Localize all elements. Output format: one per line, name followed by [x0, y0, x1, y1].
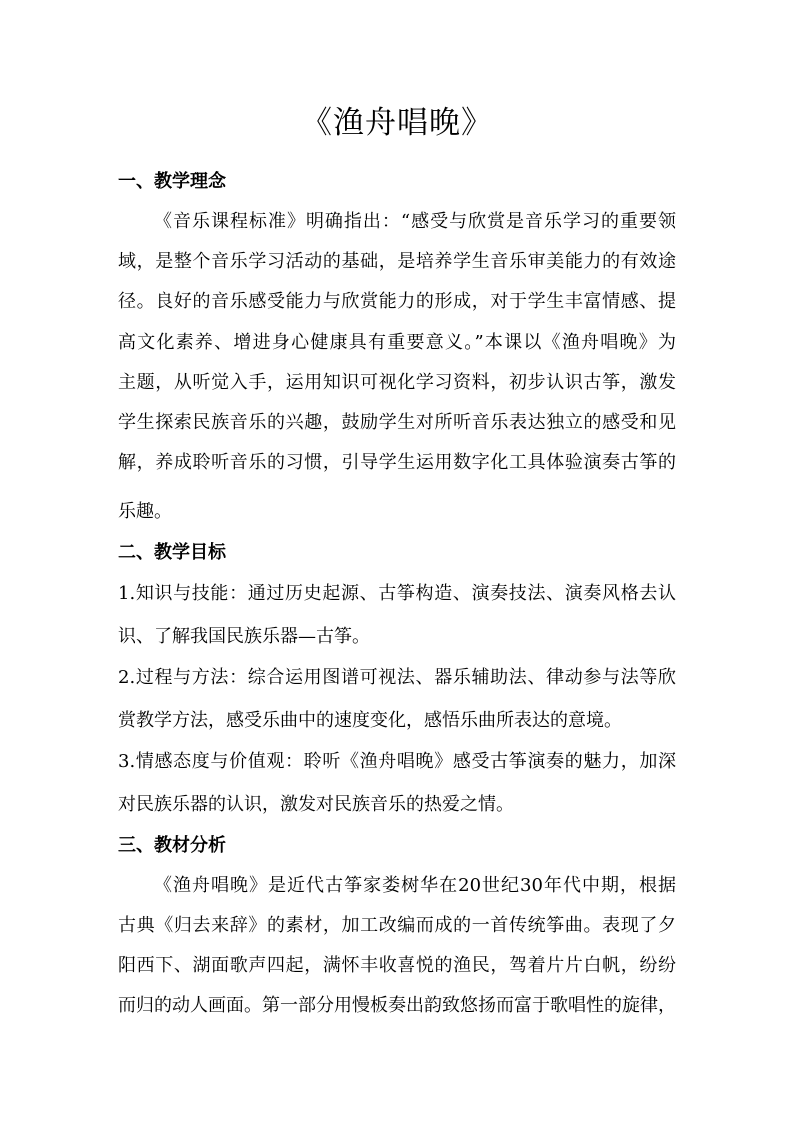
paragraph-line: 1.知识与技能：通过历史起源、古筝构造、演奏技法、演奏风格去认	[118, 583, 676, 604]
paragraph-line: 古典《归去来辞》的素材，加工改编而成的一首传统筝曲。表现了夕	[118, 915, 676, 936]
paragraph-line: 乐趣。	[118, 501, 172, 522]
paragraph-line: 学生探索民族音乐的兴趣，鼓励学生对所听音乐表达独立的感受和见	[118, 412, 676, 433]
paragraph-line: 径。良好的音乐感受能力与欣赏能力的形成，对于学生丰富情感、提	[118, 291, 676, 312]
paragraph-line: 赏教学方法，感受乐曲中的速度变化，感悟乐曲所表达的意境。	[118, 710, 622, 731]
paragraph-line: 3.情感态度与价值观：聆听《渔舟唱晚》感受古筝演奏的魅力，加深	[118, 751, 676, 772]
paragraph-line: 对民族乐器的认识，激发对民族音乐的热爱之情。	[118, 794, 514, 815]
paragraph-line: 解，养成聆听音乐的习惯，引导学生运用数字化工具体验演奏古筝的	[118, 452, 676, 473]
paragraph-line: 《音乐课程标准》明确指出：“感受与欣赏是音乐学习的重要领	[154, 211, 676, 232]
section-heading-teaching-philosophy: 一、教学理念	[118, 171, 226, 192]
section-heading-teaching-objectives: 二、教学目标	[118, 542, 226, 563]
paragraph-line: 域，是整个音乐学习活动的基础，是培养学生音乐审美能力的有效途	[118, 251, 676, 272]
paragraph-line: 主题，从听觉入手，运用知识可视化学习资料，初步认识古筝，激发	[118, 372, 676, 393]
paragraph-line: 2.过程与方法：综合运用图谱可视法、器乐辅助法、律动参与法等欣	[118, 667, 676, 688]
document-title: 《渔舟唱晚》	[301, 105, 493, 141]
paragraph-line: 而归的动人画面。第一部分用慢板奏出韵致悠扬而富于歌唱性的旋律，	[118, 995, 676, 1016]
section-heading-material-analysis: 三、教材分析	[118, 835, 226, 856]
paragraph-line: 阳西下、湖面歌声四起，满怀丰收喜悦的渔民，驾着片片白帆，纷纷	[118, 955, 676, 976]
paragraph-line: 《渔舟唱晚》是近代古筝家娄树华在20世纪30年代中期，根据	[154, 875, 676, 896]
paragraph-line: 识、了解我国民族乐器—古筝。	[118, 626, 370, 647]
paragraph-line: 高文化素养、增进身心健康具有重要意义。”本课以《渔舟唱晚》为	[118, 332, 676, 353]
